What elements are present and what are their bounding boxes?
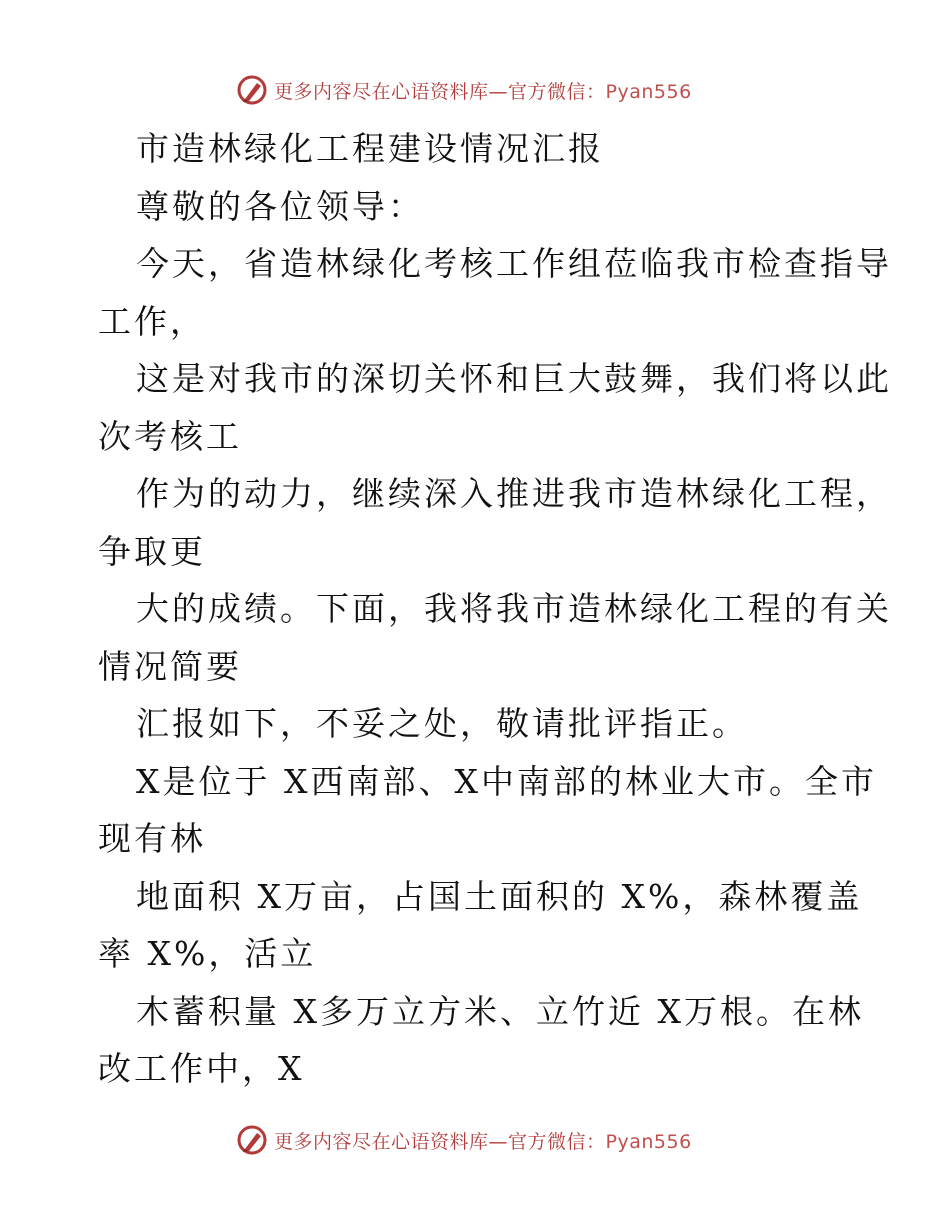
pen-logo-icon — [236, 74, 268, 106]
paragraph-line: 改工作中，X — [98, 1049, 305, 1088]
paragraph-line: 地面积 X万亩，占国土面积的 X%，森林覆盖 — [136, 876, 863, 916]
paragraph-line: 木蓄积量 X多万立方米、立竹近 X万根。在林 — [136, 991, 864, 1031]
paragraph-line: 大的成绩。下面，我将我市造林绿化工程的有关 — [136, 589, 892, 628]
paragraph-line: 市造林绿化工程建设情况汇报 — [136, 129, 604, 168]
paragraph-line: 今天，省造林绿化考核工作组莅临我市检查指导 — [136, 244, 892, 283]
paragraph-line: 作为的动力，继续深入推进我市造林绿化工程， — [136, 474, 892, 513]
paragraph-line: 次考核工 — [98, 416, 242, 456]
footer-watermark — [236, 1122, 692, 1158]
header-watermark — [236, 72, 692, 108]
paragraph-line: 率 X%，活立 — [98, 934, 317, 973]
paragraph-line: 争取更 — [98, 531, 206, 571]
paragraph-line: 工作， — [98, 301, 206, 341]
watermark-text: 更多内容尽在心语资料库—官方微信：Pyan556 — [274, 80, 692, 103]
watermark-text: 更多内容尽在心语资料库—官方微信：Pyan556 — [274, 1130, 692, 1153]
paragraph-line: X是位于 X西南部、X中南部的林业大市。全市 — [136, 761, 877, 801]
paragraph-line: 这是对我市的深切关怀和巨大鼓舞，我们将以此 — [136, 359, 892, 398]
document-body — [98, 120, 898, 1098]
paragraph-line: 汇报如下，不妥之处，敬请批评指正。 — [136, 704, 748, 743]
paragraph-line: 现有林 — [98, 819, 206, 858]
pen-logo-icon — [236, 1124, 268, 1156]
paragraph-line: 尊敬的各位领导： — [136, 186, 424, 226]
paragraph-line: 情况简要 — [98, 646, 242, 686]
